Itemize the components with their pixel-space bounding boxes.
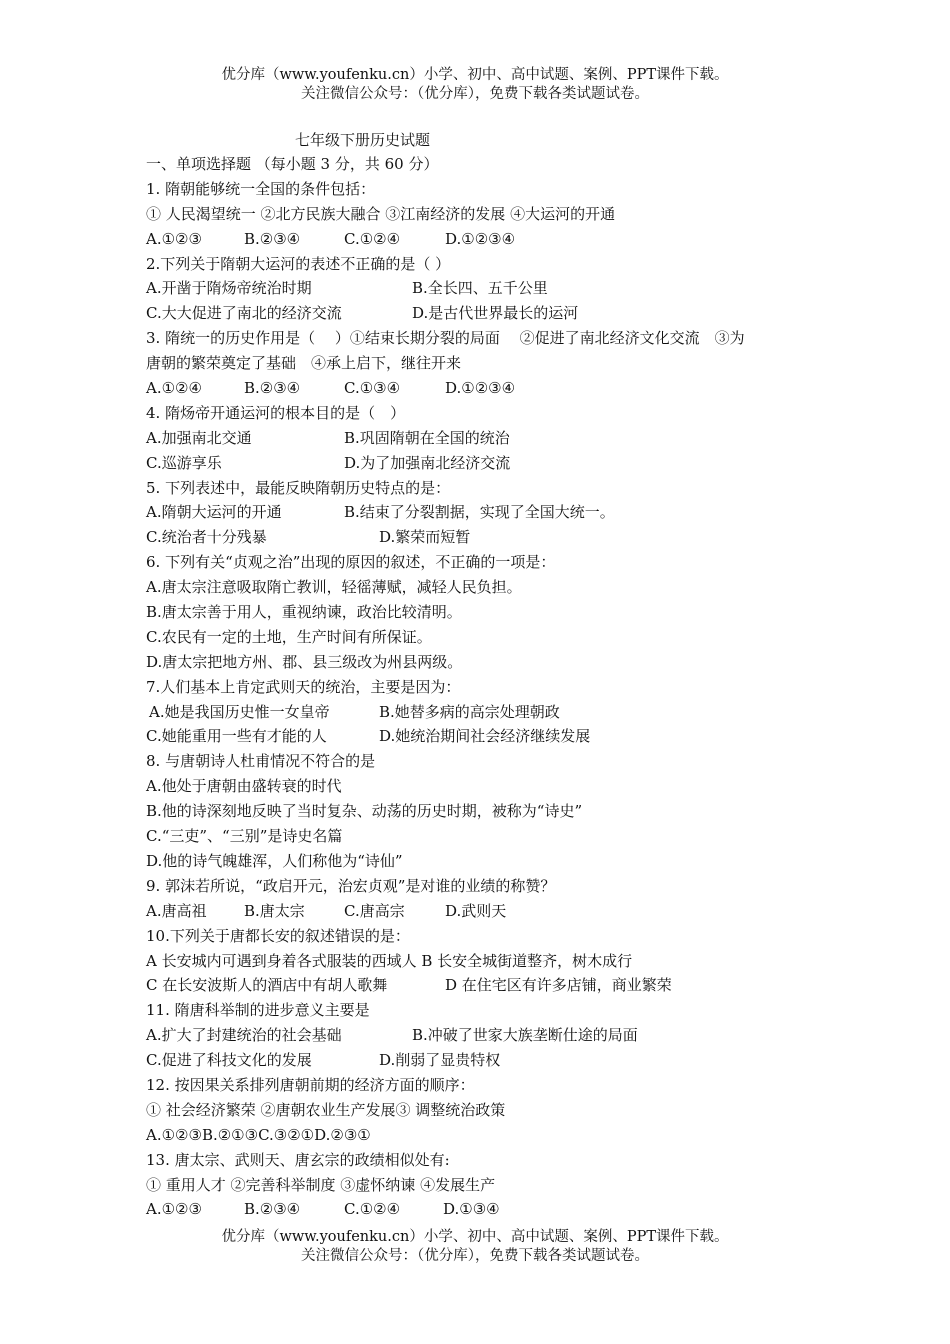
option-b: B.唐太宗 [244, 901, 305, 920]
option-b: B.巩固隋朝在全国的统治 [344, 428, 510, 447]
question-7-options-cd [146, 724, 826, 749]
question-4-options-cd [146, 451, 826, 476]
page-header [0, 66, 950, 104]
question-6-option-d: D.唐太宗把地方州、郡、县三级改为州县两级。 [146, 652, 463, 671]
option-b: B.结束了分裂割据，实现了全国大统一。 [344, 503, 615, 522]
question-6-option-c: C.农民有一定的土地，生产时间有所保证。 [146, 627, 432, 646]
option-d: D.①②③④ [445, 379, 516, 398]
question-6-option-b: B.唐太宗善于用人，重视纳谏，政治比较清明。 [146, 603, 462, 622]
option-c: C.统治者十分残暴 [146, 528, 267, 547]
option-b: B.②③④ [244, 1200, 301, 1219]
document-title: 七年级下册历史试题 [295, 131, 431, 149]
question-1-items: ① 人民渴望统一 ②北方民族大融合 ③江南经济的发展 ④大运河的开通 [146, 204, 616, 223]
section-heading: 一、单项选择题 （每小题 3 分，共 60 分） [146, 155, 439, 173]
question-4-options-ab [146, 426, 826, 451]
option-a: A.加强南北交通 [146, 428, 252, 447]
question-8-stem: 8. 与唐朝诗人杜甫情况不符合的是 [146, 752, 376, 771]
question-11-options-cd [146, 1048, 826, 1073]
footer-line-2: 关注微信公众号：（优分库），免费下载各类试题试卷。 [301, 1248, 649, 1264]
option-a: A.唐高祖 [146, 901, 207, 920]
question-13-items: ① 重用人才 ②完善科举制度 ③虚怀纳谏 ④发展生产 [146, 1175, 496, 1194]
option-a: A.隋朝大运河的开通 [146, 503, 282, 522]
option-d: D.①②③④ [445, 229, 516, 248]
page-footer [0, 1228, 950, 1266]
question-5-options-cd [146, 525, 826, 550]
header-line-1: 优分库（www.youfenku.cn）小学、初中、高中试题、案例、PPT课件下载。 [221, 67, 729, 83]
question-12-stem: 12. 按因果关系排列唐朝前期的经济方面的顺序： [146, 1075, 475, 1094]
option-a: A.①②④ [146, 379, 202, 398]
option-c: C.①③④ [344, 379, 401, 398]
question-2-stem: 2.下列关于隋朝大运河的表述不正确的是（ ） [146, 254, 451, 273]
question-3-options [146, 376, 826, 401]
question-9-stem: 9. 郭沫若所说，“政启开元，治宏贞观”是对谁的业绩的称赞？ [146, 876, 556, 895]
option-a: A.她是我国历史惟一女皇帝 [149, 702, 330, 721]
question-13-options [146, 1197, 826, 1222]
question-12-items: ① 社会经济繁荣 ②唐朝农业生产发展③ 调整统治政策 [146, 1100, 506, 1119]
question-8-option-a: A.他处于唐朝由盛转衰的时代 [146, 777, 342, 796]
option-a: A.开凿于隋炀帝统治时期 [146, 279, 312, 298]
question-12-options: A.①②③B.②①③C.③②①D.②③① [146, 1125, 371, 1144]
question-6-stem: 6. 下列有关“贞观之治”出现的原因的叙述，不正确的一项是： [146, 553, 556, 572]
option-a: A.①②③ [146, 229, 202, 248]
option-d: D.繁荣而短暂 [379, 528, 471, 547]
question-10-stem: 10.下列关于唐都长安的叙述错误的是： [146, 926, 410, 945]
option-b: B.冲破了世家大族垄断仕途的局面 [412, 1026, 638, 1045]
question-6-option-a: A.唐太宗注意吸取隋亡教训，轻徭薄赋，减轻人民负担。 [146, 578, 522, 597]
option-c: C 在长安波斯人的酒店中有胡人歌舞 [146, 976, 388, 995]
option-c: C.①②④ [344, 229, 401, 248]
option-b: B.全长四、五千公里 [412, 279, 548, 298]
question-7-stem: 7.人们基本上肯定武则天的统治，主要是因为： [146, 677, 461, 696]
question-8-option-b: B.他的诗深刻地反映了当时复杂、动荡的历史时期，被称为“诗史” [146, 802, 583, 821]
option-c: C.①②④ [344, 1200, 401, 1219]
option-d: D.削弱了显贵特权 [379, 1051, 501, 1070]
option-c: C.促进了科技文化的发展 [146, 1051, 312, 1070]
question-1-stem: 1. 隋朝能够统一全国的条件包括： [146, 179, 376, 198]
question-2-options-cd [146, 301, 826, 326]
question-5-stem: 5. 下列表述中，最能反映隋朝历史特点的是： [146, 478, 451, 497]
footer-line-1: 优分库（www.youfenku.cn）小学、初中、高中试题、案例、PPT课件下载。 [221, 1229, 729, 1245]
question-11-options-ab [146, 1023, 826, 1048]
question-4-stem: 4. 隋炀帝开通运河的根本目的是（ ） [146, 403, 406, 422]
option-a: A.①②③ [146, 1200, 202, 1219]
question-9-options [146, 899, 826, 924]
option-b: B.她替多病的高宗处理朝政 [379, 702, 560, 721]
option-d: D.她统治期间社会经济继续发展 [379, 727, 591, 746]
question-3-stem-continued: 唐朝的繁荣奠定了基础 ④承上启下，继往开来 [146, 354, 462, 373]
option-c: C.巡游享乐 [146, 453, 222, 472]
option-d: D 在住宅区有许多店铺，商业繁荣 [445, 976, 672, 995]
option-c: C.她能重用一些有才能的人 [146, 727, 327, 746]
question-8-option-d: D.他的诗气魄雄浑，人们称他为“诗仙” [146, 851, 403, 870]
option-d: D.武则天 [445, 901, 507, 920]
question-3-stem: 3. 隋统一的历史作用是（ ）①结束长期分裂的局面 ②促进了南北经济文化交流 ③为 [146, 329, 745, 348]
option-c: C.唐高宗 [344, 901, 405, 920]
option-d: D.①③④ [443, 1200, 500, 1219]
option-b: B.②③④ [244, 229, 301, 248]
option-d: D.为了加强南北经济交流 [344, 453, 511, 472]
option-b: B.②③④ [244, 379, 301, 398]
question-list [146, 152, 826, 1222]
question-1-options [146, 227, 826, 252]
question-10-options-ab: A 长安城内可遇到身着各式服装的西域人 B 长安全城街道整齐，树木成行 [146, 951, 633, 970]
question-7-options-ab [146, 700, 826, 725]
question-2-options-ab [146, 276, 826, 301]
question-5-options-ab [146, 500, 826, 525]
question-13-stem: 13. 唐太宗、武则天、唐玄宗的政绩相似处有: [146, 1150, 450, 1169]
question-10-options-cd [146, 973, 826, 998]
question-11-stem: 11. 隋唐科举制的进步意义主要是 [146, 1001, 370, 1020]
option-d: D.是古代世界最长的运河 [412, 304, 579, 323]
option-c: C.大大促进了南北的经济交流 [146, 304, 342, 323]
question-8-option-c: C.“三吏”、“三别”是诗史名篇 [146, 827, 343, 846]
option-a: A.扩大了封建统治的社会基础 [146, 1026, 342, 1045]
header-line-2: 关注微信公众号：（优分库），免费下载各类试题试卷。 [301, 86, 649, 102]
